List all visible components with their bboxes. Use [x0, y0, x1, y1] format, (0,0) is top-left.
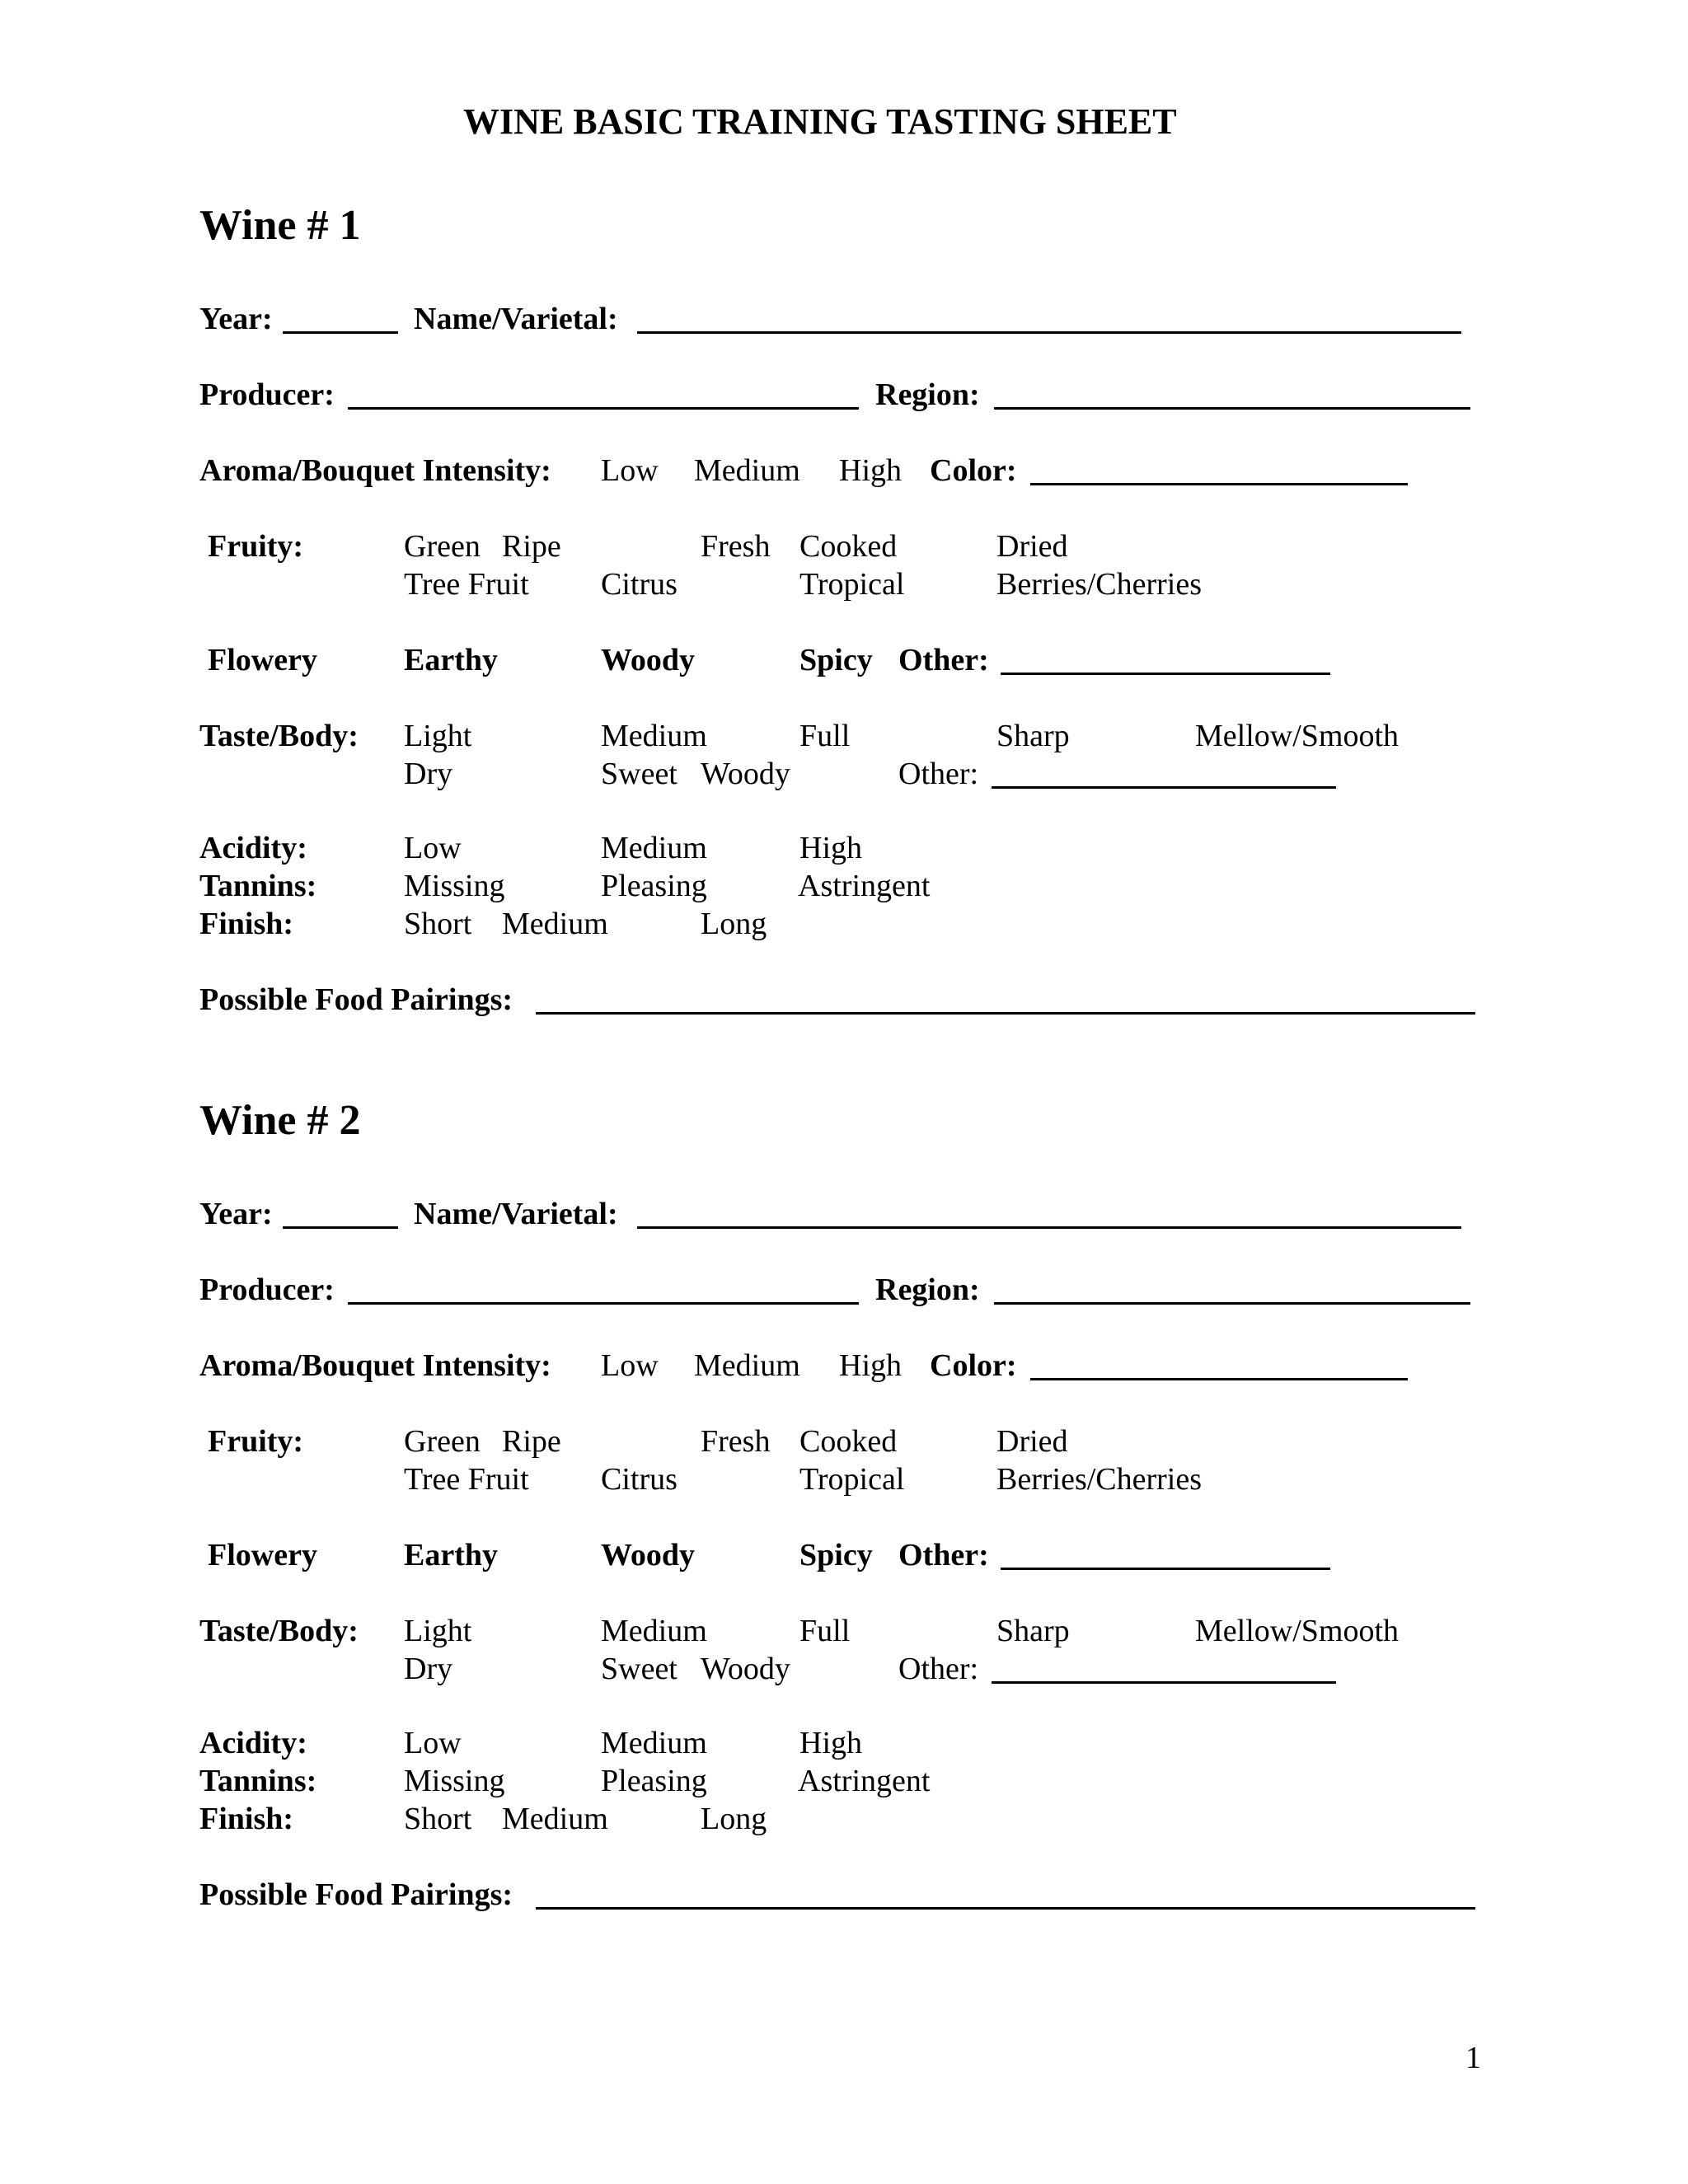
note-option-flowery[interactable]: Flowery: [208, 1538, 317, 1572]
color-field[interactable]: [1030, 483, 1408, 485]
wine-heading: Wine # 1: [199, 202, 361, 249]
fruity-option-tree-fruit[interactable]: Tree Fruit: [404, 1462, 529, 1497]
fruity-option-fresh[interactable]: Fresh: [701, 529, 771, 564]
taste-option-woody[interactable]: Woody: [701, 757, 790, 791]
taste-other-label: Other:: [898, 757, 979, 791]
fruity-option-green[interactable]: Green: [404, 1424, 481, 1459]
name-varietal-field[interactable]: [637, 1226, 1461, 1229]
name-varietal-label: Name/Varietal:: [414, 1197, 618, 1231]
note-option-earthy[interactable]: Earthy: [404, 1538, 498, 1572]
finish-option-long[interactable]: Long: [701, 1802, 767, 1836]
acidity-option-low[interactable]: Low: [404, 1726, 462, 1760]
taste-body-label: Taste/Body:: [199, 1614, 359, 1648]
taste-option-full[interactable]: Full: [799, 719, 851, 753]
producer-label: Producer:: [199, 1272, 335, 1307]
fruity-option-green[interactable]: Green: [404, 529, 481, 564]
aroma-option-low[interactable]: Low: [601, 1348, 659, 1383]
taste-option-mellow-smooth[interactable]: Mellow/Smooth: [1195, 1614, 1400, 1648]
tannins-label: Tannins:: [199, 869, 317, 903]
taste-option-dry[interactable]: Dry: [404, 1652, 453, 1686]
taste-option-sweet[interactable]: Sweet: [601, 1652, 678, 1686]
note-option-earthy[interactable]: Earthy: [404, 643, 498, 677]
acidity-option-low[interactable]: Low: [404, 831, 462, 865]
taste-option-sharp[interactable]: Sharp: [996, 719, 1070, 753]
region-label: Region:: [875, 377, 980, 412]
fruity-option-citrus[interactable]: Citrus: [601, 567, 678, 602]
fruity-option-dried[interactable]: Dried: [996, 1424, 1068, 1459]
aroma-option-high[interactable]: High: [839, 1348, 902, 1383]
note-option-woody[interactable]: Woody: [601, 643, 696, 677]
note-option-spicy[interactable]: Spicy: [799, 643, 873, 677]
aroma-option-medium[interactable]: Medium: [694, 1348, 800, 1383]
taste-other-field[interactable]: [992, 786, 1336, 789]
fruity-option-fresh[interactable]: Fresh: [701, 1424, 771, 1459]
acidity-option-medium[interactable]: Medium: [601, 831, 707, 865]
finish-option-medium[interactable]: Medium: [502, 1802, 608, 1836]
fruity-option-cooked[interactable]: Cooked: [799, 1424, 898, 1459]
acidity-option-medium[interactable]: Medium: [601, 1726, 707, 1760]
taste-option-dry[interactable]: Dry: [404, 757, 453, 791]
taste-option-full[interactable]: Full: [799, 1614, 851, 1648]
food-pairings-label: Possible Food Pairings:: [199, 982, 513, 1017]
wine-heading: Wine # 2: [199, 1097, 361, 1144]
note-option-woody[interactable]: Woody: [601, 1538, 696, 1572]
name-varietal-label: Name/Varietal:: [414, 302, 618, 336]
finish-label: Finish:: [199, 907, 294, 941]
other-label: Other:: [898, 1538, 989, 1572]
tannins-option-astringent[interactable]: Astringent: [798, 869, 931, 903]
year-field[interactable]: [283, 331, 398, 334]
finish-option-long[interactable]: Long: [701, 907, 767, 941]
producer-label: Producer:: [199, 377, 335, 412]
color-field[interactable]: [1030, 1378, 1408, 1380]
year-field[interactable]: [283, 1226, 398, 1229]
tannins-option-missing[interactable]: Missing: [404, 1764, 505, 1798]
food-pairings-field[interactable]: [536, 1907, 1475, 1910]
aroma-label: Aroma/Bouquet Intensity:: [199, 1348, 551, 1383]
taste-option-sharp[interactable]: Sharp: [996, 1614, 1070, 1648]
note-option-flowery[interactable]: Flowery: [208, 643, 317, 677]
taste-option-mellow-smooth[interactable]: Mellow/Smooth: [1195, 719, 1400, 753]
aroma-option-low[interactable]: Low: [601, 453, 659, 488]
producer-field[interactable]: [348, 407, 859, 410]
region-label: Region:: [875, 1272, 980, 1307]
fruity-option-citrus[interactable]: Citrus: [601, 1462, 678, 1497]
page-title: WINE BASIC TRAINING TASTING SHEET: [463, 101, 1177, 142]
region-field[interactable]: [994, 407, 1470, 410]
tannins-option-pleasing[interactable]: Pleasing: [601, 1764, 707, 1798]
fruity-option-tropical[interactable]: Tropical: [799, 1462, 905, 1497]
taste-option-light[interactable]: Light: [404, 719, 472, 753]
aroma-option-high[interactable]: High: [839, 453, 902, 488]
color-label: Color:: [930, 453, 1017, 488]
other-field[interactable]: [1001, 673, 1330, 675]
acidity-label: Acidity:: [199, 1726, 307, 1760]
fruity-option-tree-fruit[interactable]: Tree Fruit: [404, 567, 529, 602]
fruity-option-dried[interactable]: Dried: [996, 529, 1068, 564]
tannins-option-missing[interactable]: Missing: [404, 869, 505, 903]
fruity-label: Fruity:: [208, 529, 304, 564]
year-label: Year:: [199, 302, 273, 336]
aroma-label: Aroma/Bouquet Intensity:: [199, 453, 551, 488]
taste-option-light[interactable]: Light: [404, 1614, 472, 1648]
food-pairings-field[interactable]: [536, 1012, 1475, 1015]
taste-option-medium[interactable]: Medium: [601, 719, 707, 753]
finish-option-medium[interactable]: Medium: [502, 907, 608, 941]
fruity-option-berries[interactable]: Berries/Cherries: [996, 567, 1203, 602]
taste-body-label: Taste/Body:: [199, 719, 359, 753]
aroma-option-medium[interactable]: Medium: [694, 453, 800, 488]
taste-other-label: Other:: [898, 1652, 979, 1686]
fruity-option-ripe[interactable]: Ripe: [502, 1424, 561, 1459]
fruity-option-ripe[interactable]: Ripe: [502, 529, 561, 564]
name-varietal-field[interactable]: [637, 331, 1461, 334]
taste-other-field[interactable]: [992, 1681, 1336, 1684]
tannins-label: Tannins:: [199, 1764, 317, 1798]
food-pairings-label: Possible Food Pairings:: [199, 1877, 513, 1912]
fruity-option-cooked[interactable]: Cooked: [799, 529, 898, 564]
finish-option-short[interactable]: Short: [404, 907, 472, 941]
fruity-option-berries[interactable]: Berries/Cherries: [996, 1462, 1203, 1497]
taste-option-medium[interactable]: Medium: [601, 1614, 707, 1648]
other-field[interactable]: [1001, 1568, 1330, 1570]
finish-option-short[interactable]: Short: [404, 1802, 472, 1836]
acidity-label: Acidity:: [199, 831, 307, 865]
page-number: 1: [1465, 2041, 1481, 2075]
fruity-label: Fruity:: [208, 1424, 304, 1459]
other-label: Other:: [898, 643, 989, 677]
finish-label: Finish:: [199, 1802, 294, 1836]
producer-field[interactable]: [348, 1302, 859, 1305]
tannins-option-astringent[interactable]: Astringent: [798, 1764, 931, 1798]
acidity-option-high[interactable]: High: [799, 1726, 862, 1760]
taste-option-woody[interactable]: Woody: [701, 1652, 790, 1686]
fruity-option-tropical[interactable]: Tropical: [799, 567, 905, 602]
acidity-option-high[interactable]: High: [799, 831, 862, 865]
tannins-option-pleasing[interactable]: Pleasing: [601, 869, 707, 903]
taste-option-sweet[interactable]: Sweet: [601, 757, 678, 791]
note-option-spicy[interactable]: Spicy: [799, 1538, 873, 1572]
year-label: Year:: [199, 1197, 273, 1231]
color-label: Color:: [930, 1348, 1017, 1383]
region-field[interactable]: [994, 1302, 1470, 1305]
